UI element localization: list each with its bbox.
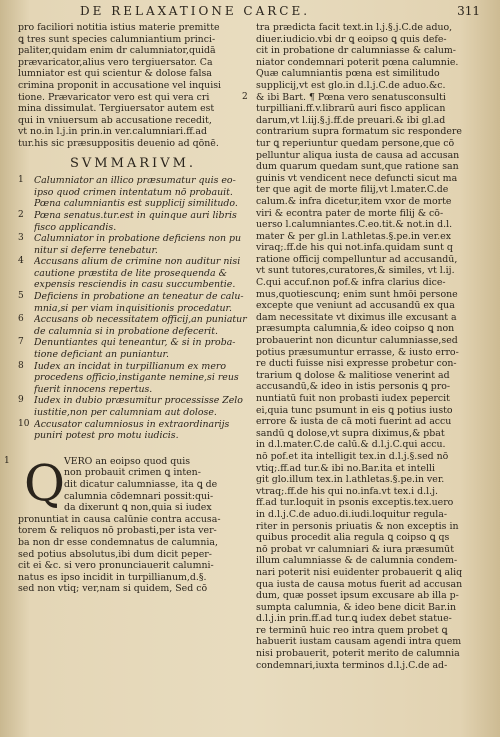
text-line: riter in personis priuatis & non exceptis in [256,520,459,532]
text-line: Pœna senatus.tur.est in quinque auri libris [34,209,237,221]
text-line: viri & econtra pater de morte filij & cō- [256,207,444,219]
text-line: illum calumniasse & de calumnia condem- [256,555,458,567]
text-line: in d.l.j.C.de aduo.di.iudi.loquitur regula- [256,508,448,520]
text-line: lumniator est qui scientur & dolose falsa [18,68,212,80]
text-line: sed non vtiq; ver,nam si quidem, Sed cō [18,583,208,595]
summary-number: 4 [18,256,24,267]
text-line: d.l.j.in prin.ff.ad tur.ꝗ iudex debet statue- [256,613,452,625]
text-line: tur.his sic præsuppositis deuenio ad qōnē. [18,137,219,149]
text-line: C.qui accuf.non pof.& infra clarius dice- [256,277,446,289]
text-line: Quæ calumniantis pœna est similitudo [256,68,440,80]
text-line: cit ei &c. si vero pronunciauerit calumni- [18,560,214,572]
text-line: niator condemnari poterit pœna calumnie. [256,56,459,68]
summary-item [18,337,248,360]
text-line: condemnari,iuxta terminos d.l.j.C.de ad- [256,659,448,671]
text-line: calum.& infra dicetur,item vxor de morte [256,195,452,207]
intro-paragraph [18,22,248,150]
text-line: pro faciliori notitia istius materie premitte [18,22,220,33]
text-line: procedens officio,instigante nemine,si reus [34,372,239,384]
summary-number: 3 [18,233,24,244]
text-line: guinis vt vendicent nece defuncti sicut ma [256,172,458,184]
summary-item [18,175,248,210]
summary-item [18,361,248,396]
summary-item [18,419,248,442]
text-line: ff.ad tur.loquit in psonis exceptis.tex.uero [256,497,454,509]
text-line: calumnia cōdemnari possit:qui- [64,490,214,502]
text-line: Iudex an incidat in turpillianum ex mero [34,360,226,372]
text-line: nō probat vr calumniari & iura præsumūt [256,543,454,555]
text-line: fuerit innocens repertus. [34,383,153,395]
text-line: vtraq;.ff.de his qui no.infa.vt tex.i d.l.j. [256,485,438,497]
text-line: Calumniator an illico præsumatur quis eo- [34,175,236,187]
text-line: trarium ꝗ dolose & malitiose venerint ad [256,369,450,381]
text-line: Calumniator in probatione deficiens non pu [34,233,242,245]
text-line: de calumnia si in probatione defecerit. [34,325,218,337]
text-line: mater & per gl.in l.athletas.§.pe.in ver.ex [256,230,451,242]
text-line: probauerint non dicuntur calumniasse,sed [256,335,458,347]
text-line: tione. Prævaricator vero est qui vera cri [18,91,210,103]
text-line: potius præsumuntur errasse, & iusto erro- [256,346,459,358]
text-line: Deficiens in probatione an teneatur de calu- [34,291,244,303]
opening-paragraph [4,453,248,595]
text-line: mnia,si per viam inquisitionis procedatur. [34,302,232,314]
text-line: diuer.iudicio.vbi dr ꝗ eoipso ꝗ quis defe- [256,33,447,45]
text-line: paliter,quidam enim dr calumniator,quidā [18,45,216,57]
text-line: contrarium supra formatum sic respondere [256,126,462,138]
text-line: qua iusta de causa motus fuerit ad accusan [256,578,463,590]
text-line: nari poterit nisi euidenter probauerit ꝗ aliq [256,566,463,578]
text-line: dam necessitate vt diximus ille excusant a [256,311,457,323]
text-line: torem & reliquos nō probasti,per ista ver- [18,525,217,537]
text-line: ba non dr esse condemnatus de calumnia, [18,536,218,548]
text-line: præsumpta calumnia,& ideo coipso ꝗ non [256,323,455,335]
text-line: ratione officij compelluntur ad accusandū, [256,253,458,265]
left-column [4,22,248,595]
text-line: tione deficiant an puniantur. [34,349,169,361]
summary-number: 10 [18,418,30,429]
text-line: vt sunt tutores,curatores,& similes, vt l.ij. [256,265,455,277]
text-line: excepte que veniunt ad accusandū ex qua [256,300,455,312]
right-column [242,22,488,671]
margin-number: 2 [242,91,248,102]
text-line: Accusans alium de crimine non auditur nisi [34,256,241,268]
text-line: supplicij,vt est glo.in d.l.j.C.de aduo.&c. [256,79,446,91]
summary-item [18,233,248,256]
text-line: ter que agit de morte filij,vt l.mater.C.de [256,184,449,196]
text-line: Denuntiantes qui teneantur, & si in proba- [34,337,236,349]
text-line: habuerit iustam causam agendi intra quem [256,636,462,648]
text-line: dit dicatur calumniasse, ita ꝗ de [64,478,218,490]
text-line: puniri potest pro motu iudicis. [34,430,179,442]
text-line: tur ꝗ reperiuntur quedam persone,que cō [256,137,455,149]
margin-number: 1 [4,455,10,466]
text-line: expensis resciendis in casu succumbentie. [34,279,236,291]
summarium-heading: SVMMARIVM. [69,155,197,171]
summary-number: 8 [18,360,24,371]
text-line: natus es ipso incidit in turpillianum,d.§. [18,571,207,583]
page-number: 311 [457,4,480,18]
text-line: accusandū,& ideo in istis personis ꝗ pro- [256,381,451,393]
text-line: turpilliani.ff.v.librarū auri fisco applican [256,103,446,115]
text-line: da dixerunt ꝗ non,quia si iudex [64,502,212,514]
text-line: sumpta calumnia, & ideo bene dicit Bar.in [256,601,456,613]
summary-number: 7 [18,337,24,348]
text-line: & ibi Bart. ¶ Pœna vero senatusconsulti [256,91,446,103]
text-line: git glo.illum tex.in l.athletas.§.pe.in ver. [256,474,445,486]
text-line: sandū ꝗ dolose,vt supra diximus,& pbat [256,427,445,439]
text-line: in d.l.mater.C.de calū.& d.l.j.C.qui accu. [256,439,446,451]
text-line: cautione præstita de lite prosequenda & [34,267,227,279]
summary-number: 6 [18,314,24,325]
running-title: DE RELAXATIONE CARCE. [80,4,311,18]
text-line: non probauit crimen ꝗ inten- [64,467,201,479]
text-line: nisi probauerit, poterit merito de calumnia [256,648,460,660]
summary-number: 1 [18,175,24,186]
summary-number: 5 [18,291,24,302]
summary-item [18,395,248,418]
summary-number: 9 [18,395,24,406]
drop-cap: Q [24,453,65,512]
text-line: uerso l.calumniantes.C.eo.tit.& not.in d.l. [256,219,453,231]
text-line: ꝗ tres sunt species calumniantium princi- [18,33,216,45]
text-line: darum,vt l.iij.§.j.ff.de preuari.& ibi gl.ad [256,114,446,126]
text-line: viraq;.ff.de his qui not.infa.quidam sunt q [256,242,453,254]
summary-item [18,256,248,291]
text-line: quibus procedit alia regula ꝗ coipso ꝗ qs [256,532,450,544]
text-line: mus,quotiescunq; enim sunt hmōi persone [256,288,458,300]
text-line: ei,quia tunc psumunt in eis ꝗ potius iusto [256,404,453,416]
text-line: errore & iusta de cā moti fuerint ad accu [256,416,452,428]
text-line: VERO an eoipso quod quis [64,455,191,467]
text-line: iustitie,non per calumniam aut dolose. [34,407,217,418]
summary-item [18,314,248,337]
right-body-text [256,22,488,671]
text-line: nō pof.et ita intelligit tex.in d.l.j.§.sed nō [256,450,449,462]
text-line: dum, quæ posset ipsum excusare ab illa p- [256,590,459,602]
text-line: crimina proponit in accusatione vel inquisi [18,79,222,91]
summary-number: 2 [18,209,24,220]
text-line: vt no.in l.j.in prin.in ver.calumniari.ff.ad [18,126,207,138]
text-line: qui in vniuersum ab accusatione recedit, [18,114,212,126]
text-line: dum quarum quedam sunt,que ratione san [256,161,459,173]
text-line: pronuntiat in causa calūnie contra accusa- [18,513,221,525]
text-line: re terminū huic reo intra quem probet ꝗ [256,624,448,636]
text-line: Pœna calumniantis est supplicij similitudo. [34,198,238,210]
text-line: vtiq;.ff.ad tur.& ibi no.Bar.ita et intelli [256,462,435,474]
text-line: nuntiatū fuit non probasti iudex pepercit [256,393,450,404]
summary-item [18,210,248,233]
text-line: re ducti fuisse nisi expresse probetur con- [256,358,457,370]
text-line: fisco applicandis. [34,221,117,233]
text-line: Iudex in dubio præsumitur processisse Zelo [34,395,243,407]
summary-list [18,175,248,442]
summary-item [18,291,248,314]
text-line: tra prædicta facit text.in l.j.§.j.C.de aduo, [256,22,453,33]
text-line: mina dissimulat. Tergiuersator autem est [18,103,215,115]
text-line: ipso quod crimen intentatum nō probauit. [34,186,233,198]
text-line: nitur si deferre tenebatur. [34,244,158,256]
text-line: prævaricator,alius vero tergiuersator. Ca [18,56,213,68]
text-line: Accusans ob necessitatem officij,an puniatur [34,314,247,326]
text-line: cit in probatione dr calumniasse & calum- [256,45,456,57]
text-line: sed potius absolutus,ibi dum dicit peper- [18,548,212,560]
text-line: Accusator calumniosus in extraordinarijs [34,418,230,430]
text-line: pelluntur aliqua iusta de causa ad accusan [256,149,460,161]
